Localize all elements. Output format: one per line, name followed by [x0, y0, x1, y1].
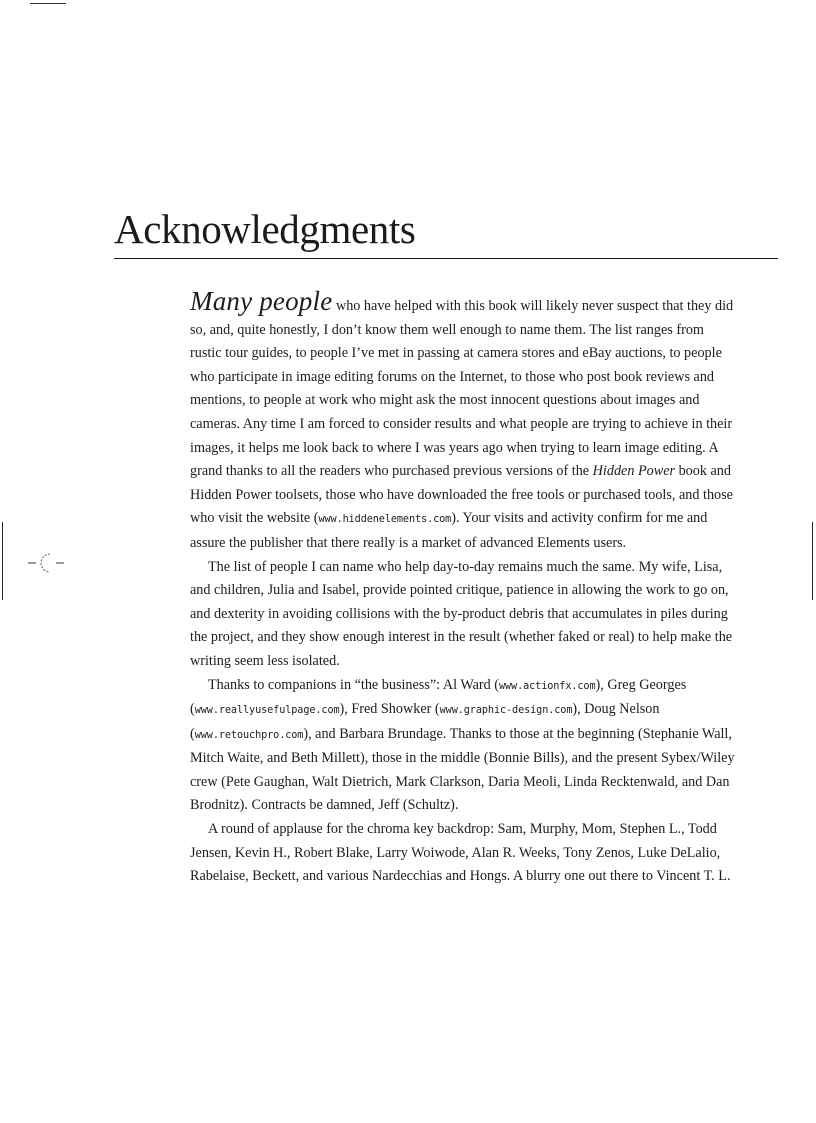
paragraph-3-text-c: ), Fred Showker (: [339, 701, 440, 718]
lead-in: Many people: [190, 286, 333, 316]
paragraph-3: [190, 674, 738, 819]
link-graphic-design[interactable]: www.graphic-design.com: [439, 705, 573, 717]
book-title: Hidden Power: [592, 463, 676, 480]
page-title: Acknowledgments: [114, 206, 416, 252]
title-rule: [114, 258, 778, 259]
paragraph-3-text-d: ), Doug Nelson (: [190, 701, 660, 742]
crop-mark-left: [2, 522, 3, 600]
website-link[interactable]: www.hiddenelements.com: [318, 514, 452, 526]
paragraph-3-text-b: ), Greg Georges (: [190, 676, 687, 718]
body-text: [190, 286, 738, 889]
paragraph-1-text-a: who have helped with this book will likely never suspect that they did so, and, quite honestly, I don’t know them well enough to name them. The list ranges from rustic tour guides, to people I’ve met in passing at camera stores and eBay auctions, to people who participate in image editing forums on the Internet, to those who post book reviews and mentions, to people at work who might ask the most innocent questions about images and cameras. Any time I am forced to consider results and what people are trying to achieve in their images, it helps me look back to where I was years ago when trying to learn image editing. A grand thanks to all the readers who purchased previous versions of the: [190, 298, 734, 480]
link-actionfx[interactable]: www.actionfx.com: [498, 680, 596, 692]
crop-mark-top: [30, 3, 66, 4]
paragraph-1-text-c: ). Your visits and activity confirm for me and assure the publisher that there really is a market of advanced Elements users.: [190, 510, 708, 551]
paragraph-1: [190, 286, 738, 556]
paragraph-2: The list of people I can name who help day-to-day remains much the same. My wife, Lisa, and children, Julia and Isabel, provide pointed critique, patience in allowing the work to go on, and dexterity in avoiding collisions with the by-product debris that accumulates in piles during the project, and they show enough interest in the result (whether faked or real) to help make the writing seem less isolated.: [190, 558, 733, 669]
registration-mark-icon: [28, 551, 68, 575]
crop-mark-right: [812, 522, 813, 600]
link-retouchpro[interactable]: www.retouchpro.com: [194, 729, 304, 741]
link-reallyusefulpage[interactable]: www.reallyusefulpage.com: [194, 705, 340, 717]
paragraph-1-text-b: book and Hidden Power toolsets, those who have downloaded the free tools or purchased tools, and those who visit the website (: [190, 463, 733, 527]
paragraph-4: A round of applause for the chroma key backdrop: Sam, Murphy, Mom, Stephen L., Todd Jensen, Kevin H., Robert Blake, Larry Woiwode, Alan R. Weeks, Tony Zenos, Luke DeLalio, Rabelaise, Beckett, and various Nardecchias and Hongs. A blurry one out there to Vincent T. L.: [190, 821, 731, 885]
paragraph-3-text-e: ), and Barbara Brundage. Thanks to those at the beginning (Stephanie Wall, Mitch Waite, and Beth Millett), those in the middle (Bonnie Bills), and the present Sybex/Wiley crew (Pete Gaughan, Walt Dietrich, Mark Clarkson, Daria Meoli, Linda Recktenwald, and Dan Brodnitz). Contracts be damned, Jeff (Schultz).: [190, 725, 735, 814]
paragraph-3-text-a: Thanks to companions in “the business”: Al Ward (: [208, 676, 499, 693]
